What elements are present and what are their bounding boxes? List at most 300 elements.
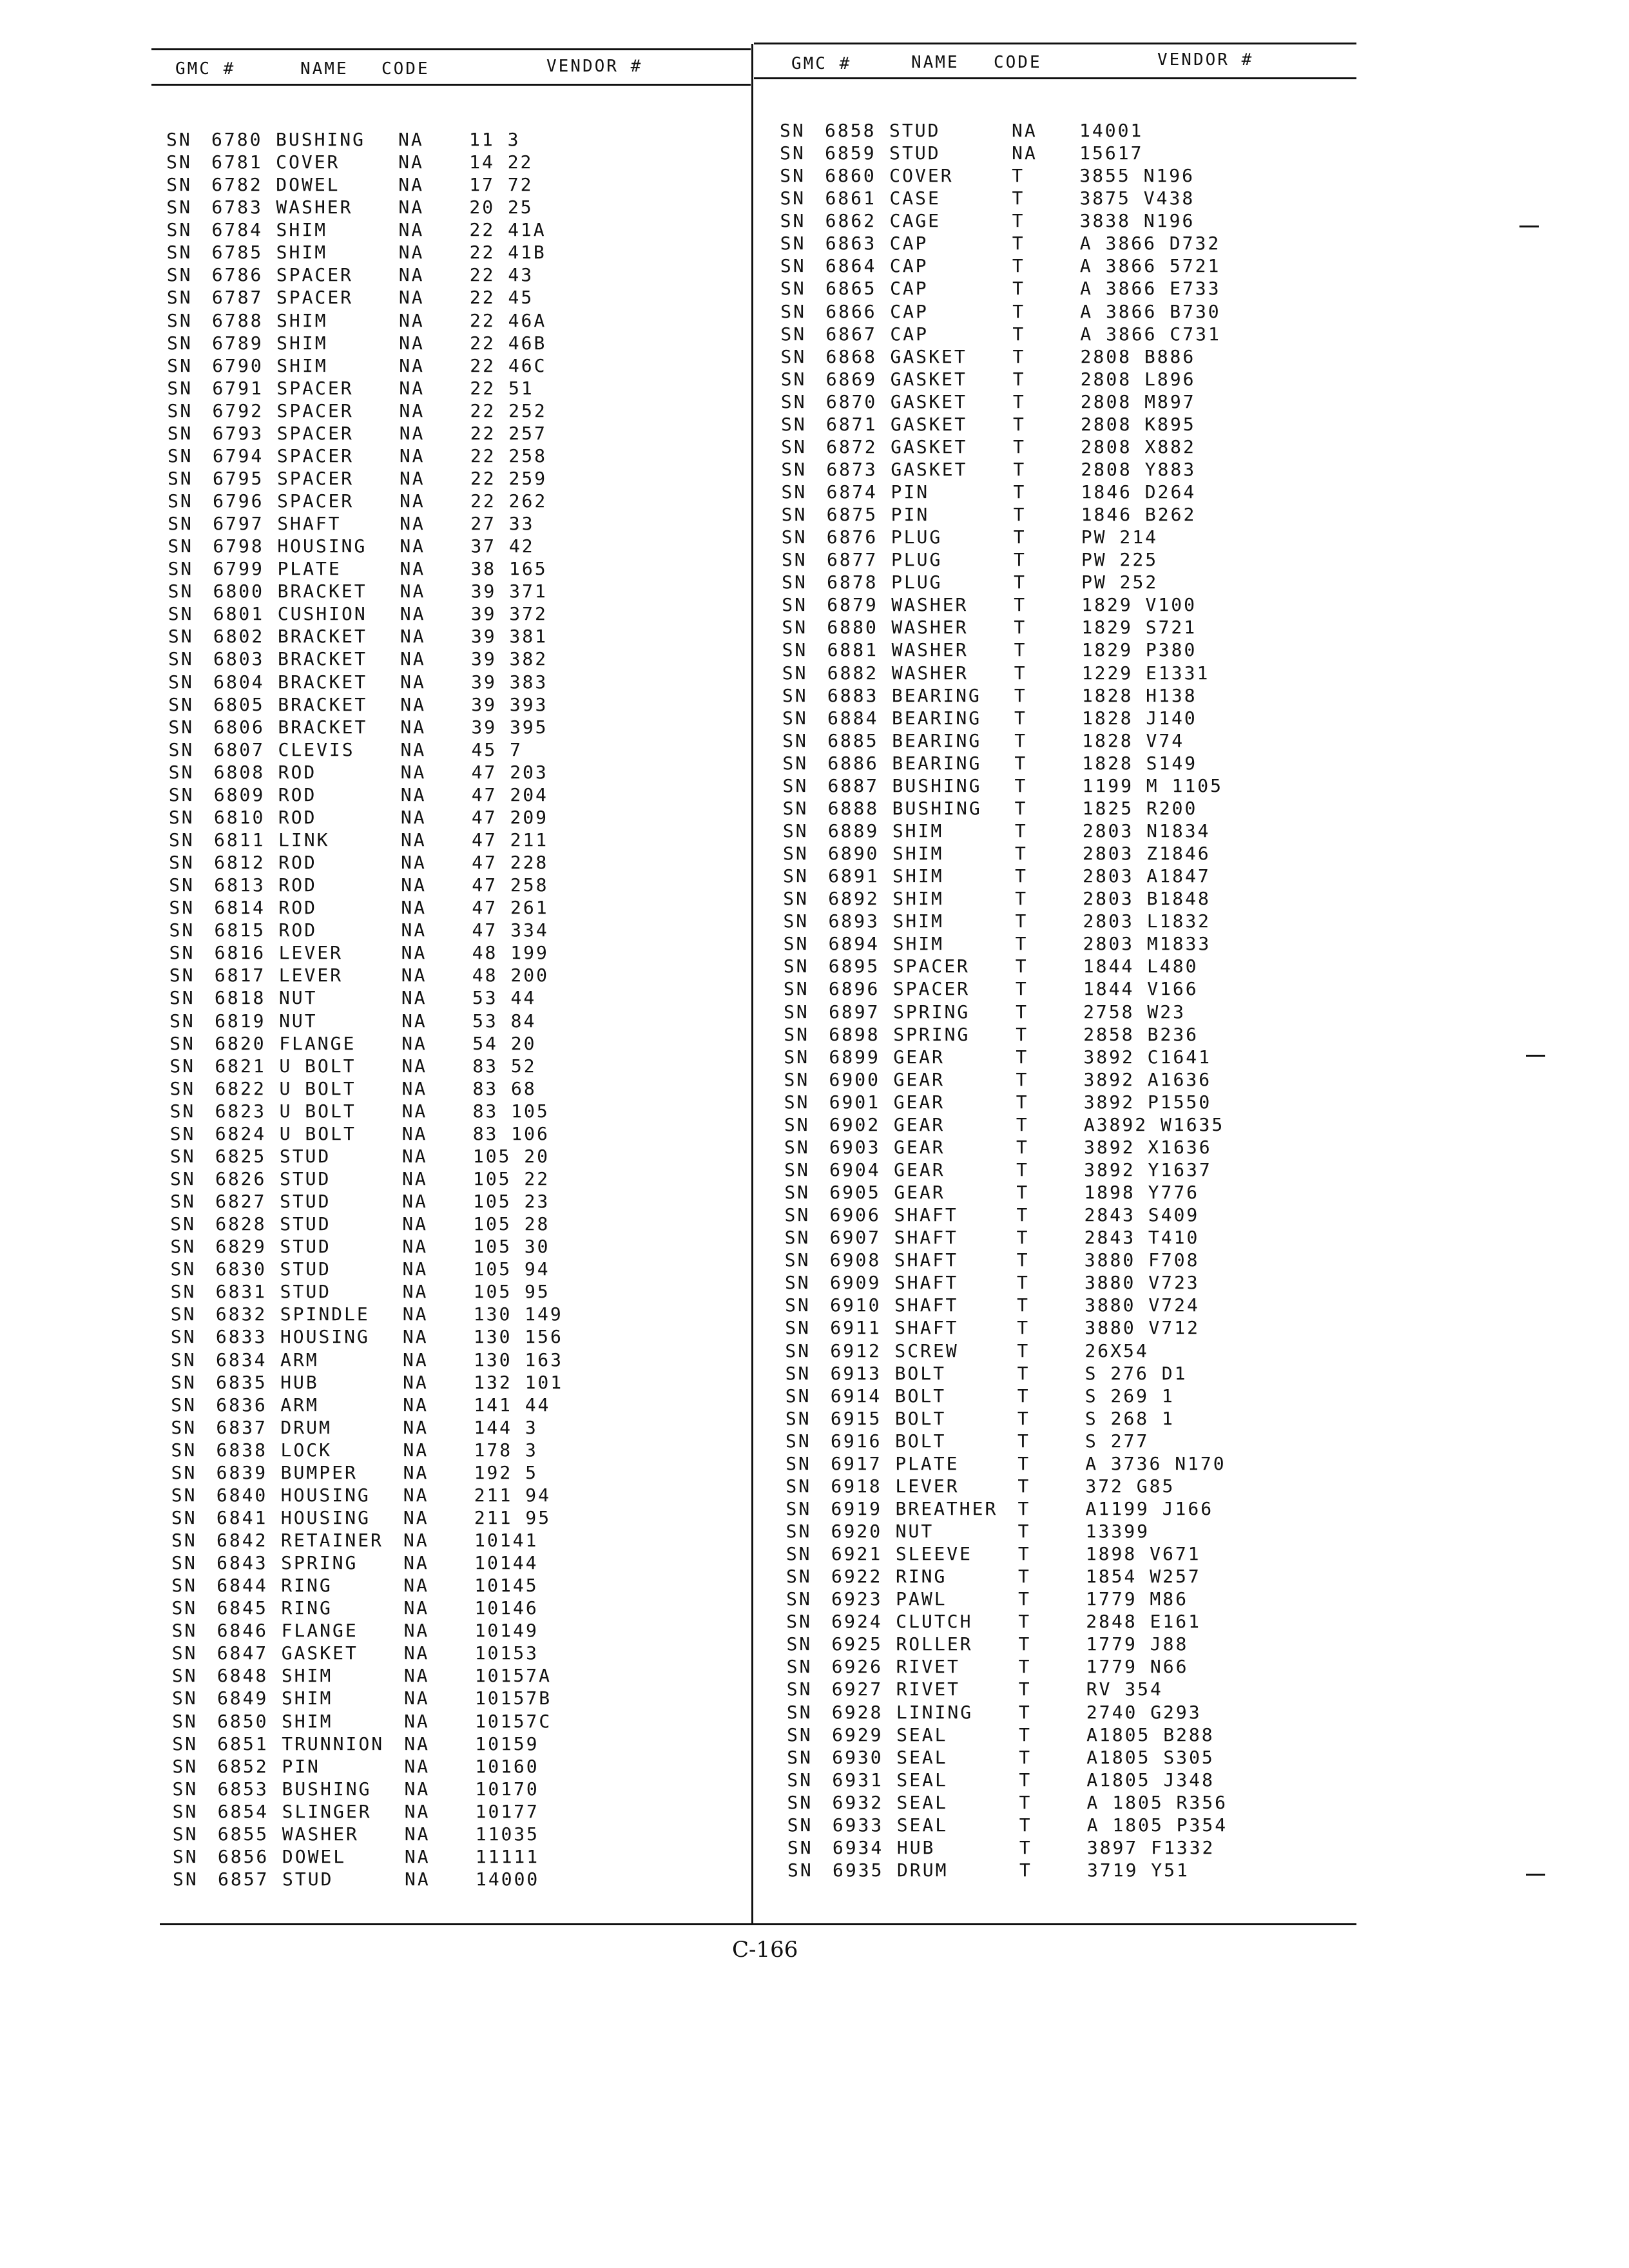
part-code: NA bbox=[401, 919, 427, 941]
part-name: HUB bbox=[896, 1836, 936, 1858]
part-name: GEAR bbox=[894, 1158, 945, 1180]
part-number: 6915 bbox=[830, 1407, 882, 1429]
part-code: T bbox=[1014, 639, 1027, 661]
part-prefix: SN bbox=[781, 504, 807, 526]
part-prefix: SN bbox=[787, 1836, 813, 1858]
header-name-right: NAME bbox=[911, 53, 959, 72]
part-name: GEAR bbox=[893, 1091, 945, 1113]
part-code: NA bbox=[400, 581, 426, 602]
part-code: T bbox=[1016, 1113, 1029, 1135]
part-code: T bbox=[1014, 662, 1027, 684]
part-code: NA bbox=[398, 129, 424, 150]
part-number: 6850 bbox=[217, 1710, 269, 1732]
part-number: 6878 bbox=[827, 572, 878, 593]
part-code: T bbox=[1019, 1860, 1032, 1881]
part-name: ARM bbox=[280, 1394, 319, 1416]
part-prefix: SN bbox=[171, 1687, 198, 1709]
vendor-number: 130 156 bbox=[473, 1326, 563, 1348]
part-number: 6844 bbox=[217, 1575, 268, 1597]
part-number: 6911 bbox=[830, 1317, 882, 1339]
part-name: ARM bbox=[280, 1349, 319, 1370]
vendor-number: 10141 bbox=[474, 1530, 539, 1552]
part-name: GASKET bbox=[891, 458, 968, 480]
part-number: 6788 bbox=[212, 309, 264, 331]
part-number: 6880 bbox=[827, 617, 878, 639]
part-code: T bbox=[1018, 1701, 1032, 1723]
part-prefix: SN bbox=[785, 1385, 811, 1407]
part-code: T bbox=[1018, 1656, 1032, 1678]
part-prefix: SN bbox=[785, 1362, 811, 1384]
part-name: SPACER bbox=[892, 956, 970, 977]
vendor-number: 2808 B886 bbox=[1080, 345, 1196, 367]
vendor-number: 11 3 bbox=[469, 129, 521, 150]
vendor-number: 1844 V166 bbox=[1083, 978, 1199, 1000]
part-number: 6917 bbox=[831, 1452, 882, 1474]
part-code: NA bbox=[403, 1416, 429, 1438]
part-name: LINING bbox=[896, 1701, 974, 1723]
part-name: HOUSING bbox=[280, 1484, 371, 1506]
vendor-number: 22 46A bbox=[470, 309, 547, 331]
part-name: SHIM bbox=[892, 910, 944, 932]
part-number: 6931 bbox=[832, 1769, 883, 1791]
vendor-number: 192 5 bbox=[474, 1461, 538, 1483]
part-name: SHIM bbox=[276, 242, 328, 264]
part-code: T bbox=[1017, 1452, 1031, 1474]
vendor-number: 2803 N1834 bbox=[1082, 820, 1211, 841]
part-prefix: SN bbox=[787, 1814, 813, 1836]
part-code: T bbox=[1016, 1136, 1029, 1158]
part-prefix: SN bbox=[171, 1416, 197, 1438]
vendor-number: 17 72 bbox=[469, 174, 534, 196]
part-prefix: SN bbox=[170, 1236, 197, 1258]
part-code: T bbox=[1017, 1294, 1030, 1316]
part-prefix: SN bbox=[782, 662, 808, 684]
part-code: NA bbox=[401, 1100, 428, 1122]
part-prefix: SN bbox=[172, 1733, 198, 1754]
part-prefix: SN bbox=[784, 1249, 811, 1271]
part-name: SHAFT bbox=[894, 1249, 959, 1271]
part-number: 6928 bbox=[831, 1701, 883, 1723]
part-code: T bbox=[1016, 1227, 1030, 1249]
part-prefix: SN bbox=[172, 1800, 198, 1822]
part-code: T bbox=[1016, 1046, 1029, 1068]
part-name: BUSHING bbox=[892, 774, 982, 796]
part-number: 6791 bbox=[212, 377, 264, 399]
part-name: STUD bbox=[889, 142, 941, 164]
part-prefix: SN bbox=[784, 1068, 810, 1090]
part-prefix: SN bbox=[171, 1642, 198, 1664]
part-code: T bbox=[1012, 255, 1025, 277]
part-code: NA bbox=[403, 1620, 430, 1642]
part-prefix: SN bbox=[166, 151, 192, 173]
header-code-right: CODE bbox=[994, 53, 1042, 72]
part-name: GASKET bbox=[890, 345, 967, 367]
part-number: 6799 bbox=[213, 558, 264, 580]
part-name: DOWEL bbox=[276, 174, 340, 196]
part-code: NA bbox=[403, 1687, 430, 1709]
part-name: U BOLT bbox=[279, 1100, 356, 1122]
vendor-number: 10170 bbox=[475, 1778, 539, 1800]
part-number: 6818 bbox=[214, 987, 266, 1009]
part-code: NA bbox=[404, 1800, 430, 1822]
part-prefix: SN bbox=[171, 1394, 197, 1416]
part-name: SLEEVE bbox=[895, 1543, 972, 1565]
part-name: BRACKET bbox=[278, 716, 368, 738]
part-prefix: SN bbox=[780, 187, 806, 209]
part-number: 6835 bbox=[216, 1371, 267, 1393]
part-number: 6919 bbox=[831, 1497, 882, 1519]
part-code: NA bbox=[400, 783, 427, 805]
part-name: FLANGE bbox=[279, 1032, 356, 1054]
vendor-number: 2808 L896 bbox=[1080, 368, 1196, 390]
part-number: 6820 bbox=[215, 1032, 266, 1054]
part-number: 6837 bbox=[216, 1416, 267, 1438]
part-name: WASHER bbox=[891, 594, 969, 616]
part-number: 6796 bbox=[213, 490, 264, 512]
part-number: 6798 bbox=[213, 535, 264, 557]
part-prefix: SN bbox=[168, 671, 194, 693]
part-code: T bbox=[1013, 481, 1027, 503]
part-name: HUB bbox=[280, 1371, 319, 1393]
part-name: PAWL bbox=[896, 1588, 947, 1610]
part-code: NA bbox=[402, 1236, 429, 1258]
part-number: 6861 bbox=[825, 187, 876, 209]
part-prefix: SN bbox=[169, 919, 195, 941]
part-number: 6831 bbox=[215, 1281, 267, 1303]
part-prefix: SN bbox=[785, 1294, 811, 1316]
part-name: COVER bbox=[889, 165, 954, 187]
part-prefix: SN bbox=[783, 933, 809, 955]
vendor-number: A1805 S305 bbox=[1086, 1746, 1215, 1768]
part-name: PIN bbox=[282, 1755, 320, 1777]
part-code: NA bbox=[403, 1439, 429, 1461]
part-prefix: SN bbox=[172, 1778, 198, 1800]
part-code: NA bbox=[399, 467, 425, 489]
part-prefix: SN bbox=[786, 1475, 812, 1497]
part-code: T bbox=[1016, 1023, 1029, 1045]
part-name: WASHER bbox=[891, 639, 969, 661]
part-prefix: SN bbox=[172, 1823, 198, 1845]
part-number: 6929 bbox=[832, 1724, 883, 1745]
part-name: SHIM bbox=[892, 865, 944, 887]
part-prefix: SN bbox=[169, 1145, 196, 1167]
part-prefix: SN bbox=[782, 797, 809, 819]
part-number: 6908 bbox=[829, 1249, 882, 1271]
part-code: T bbox=[1018, 1678, 1032, 1700]
part-number: 6935 bbox=[833, 1860, 884, 1881]
part-name: SPRING bbox=[281, 1552, 358, 1574]
vendor-number: 47 203 bbox=[471, 761, 548, 783]
part-number: 6912 bbox=[830, 1340, 882, 1361]
part-prefix: SN bbox=[173, 1869, 198, 1890]
vendor-number: 2843 T410 bbox=[1084, 1227, 1200, 1249]
part-code: NA bbox=[399, 332, 425, 354]
part-code: NA bbox=[401, 852, 427, 874]
part-name: BEARING bbox=[891, 684, 981, 706]
vendor-number: A1805 J348 bbox=[1086, 1769, 1215, 1791]
part-number: 6860 bbox=[825, 165, 876, 187]
part-number: 6807 bbox=[213, 738, 265, 760]
part-prefix: SN bbox=[786, 1430, 811, 1452]
vendor-number: 2808 K895 bbox=[1081, 413, 1196, 435]
part-name: CAP bbox=[889, 233, 929, 255]
part-code: NA bbox=[404, 1845, 430, 1867]
part-prefix: SN bbox=[169, 965, 195, 986]
part-prefix: SN bbox=[166, 129, 192, 150]
part-name: WASHER bbox=[276, 197, 353, 218]
vendor-number: S 268 1 bbox=[1084, 1407, 1175, 1429]
part-number: 6897 bbox=[829, 1001, 880, 1023]
part-name: SHAFT bbox=[894, 1227, 958, 1249]
part-name: BOLT bbox=[894, 1385, 947, 1407]
part-number: 6795 bbox=[212, 467, 264, 489]
part-code: NA bbox=[404, 1733, 430, 1754]
part-prefix: SN bbox=[783, 865, 809, 887]
part-code: T bbox=[1018, 1611, 1032, 1633]
part-prefix: SN bbox=[782, 572, 807, 593]
part-number: 6927 bbox=[831, 1678, 883, 1700]
part-prefix: SN bbox=[782, 774, 809, 796]
part-name: RING bbox=[281, 1575, 333, 1597]
vendor-number: 10159 bbox=[475, 1733, 539, 1754]
part-number: 6851 bbox=[217, 1733, 269, 1754]
part-name: BUSHING bbox=[892, 797, 982, 819]
part-name: SEAL bbox=[896, 1746, 948, 1768]
part-code: NA bbox=[403, 1665, 430, 1687]
part-code: NA bbox=[400, 648, 426, 670]
part-name: LEVER bbox=[895, 1475, 959, 1497]
vendor-number: 2758 W23 bbox=[1083, 1001, 1186, 1023]
part-code: T bbox=[1019, 1836, 1032, 1858]
vendor-number: 37 42 bbox=[470, 535, 535, 557]
vendor-number: 1829 P380 bbox=[1081, 639, 1197, 661]
part-number: 6781 bbox=[211, 151, 263, 173]
part-code: T bbox=[1018, 1588, 1031, 1610]
part-code: T bbox=[1013, 458, 1027, 480]
part-code: T bbox=[1016, 1204, 1030, 1226]
part-prefix: SN bbox=[166, 287, 193, 309]
part-number: 6893 bbox=[828, 910, 880, 932]
header-gmc-left: GMC # bbox=[175, 59, 236, 79]
part-name: BUSHING bbox=[276, 129, 366, 150]
part-number: 6804 bbox=[213, 671, 265, 693]
part-number: 6854 bbox=[217, 1800, 269, 1822]
part-prefix: SN bbox=[780, 278, 806, 300]
part-number: 6863 bbox=[825, 233, 877, 255]
part-code: T bbox=[1014, 752, 1028, 774]
vendor-number: A 3866 C731 bbox=[1080, 323, 1221, 345]
part-number: 6825 bbox=[215, 1145, 267, 1167]
part-code: NA bbox=[400, 490, 425, 512]
part-prefix: SN bbox=[166, 219, 193, 241]
part-number: 6797 bbox=[213, 513, 264, 535]
page-number: C-166 bbox=[732, 1937, 798, 1963]
part-name: CAP bbox=[890, 300, 929, 322]
part-number: 6877 bbox=[826, 549, 878, 571]
part-name: RETAINER bbox=[281, 1530, 383, 1552]
part-name: FLANGE bbox=[281, 1620, 358, 1642]
part-number: 6882 bbox=[827, 662, 879, 684]
vendor-number: 105 23 bbox=[473, 1191, 550, 1213]
part-number: 6834 bbox=[216, 1349, 267, 1370]
part-name: DRUM bbox=[280, 1416, 332, 1438]
part-prefix: SN bbox=[785, 1317, 811, 1339]
vendor-number: A1199 J166 bbox=[1085, 1497, 1214, 1519]
part-code: T bbox=[1018, 1633, 1032, 1655]
vendor-number: 11035 bbox=[475, 1823, 540, 1845]
vendor-number: 144 3 bbox=[474, 1416, 538, 1438]
part-code: NA bbox=[1012, 120, 1037, 141]
vendor-number: 3855 N196 bbox=[1079, 165, 1195, 187]
header-name-left: NAME bbox=[300, 59, 349, 79]
part-name: SHAFT bbox=[894, 1294, 959, 1316]
part-name: SHIM bbox=[892, 933, 945, 955]
part-code: NA bbox=[398, 219, 425, 241]
part-name: ROD bbox=[278, 783, 317, 805]
part-prefix: SN bbox=[168, 738, 195, 760]
part-name: RING bbox=[281, 1597, 333, 1619]
part-name: U BOLT bbox=[279, 1055, 356, 1077]
part-name: PLUG bbox=[891, 572, 943, 593]
vendor-number: 27 33 bbox=[470, 513, 535, 535]
part-name: BRACKET bbox=[277, 626, 367, 648]
vendor-number: 22 259 bbox=[470, 467, 548, 489]
vendor-number: 22 41A bbox=[469, 219, 546, 241]
part-prefix: SN bbox=[171, 1575, 198, 1597]
part-prefix: SN bbox=[168, 783, 195, 805]
part-code: T bbox=[1017, 1566, 1031, 1588]
part-name: SPRING bbox=[893, 1001, 970, 1023]
part-code: T bbox=[1016, 1091, 1029, 1113]
part-code: T bbox=[1013, 436, 1027, 457]
part-name: DRUM bbox=[897, 1860, 949, 1881]
part-code: NA bbox=[401, 1032, 427, 1054]
vendor-number: 1844 L480 bbox=[1083, 956, 1199, 977]
vendor-number: 1854 W257 bbox=[1085, 1566, 1201, 1588]
part-prefix: SN bbox=[786, 1588, 812, 1610]
vendor-number: 3838 N196 bbox=[1079, 210, 1195, 232]
part-code: NA bbox=[403, 1552, 429, 1574]
part-number: 6812 bbox=[214, 852, 265, 874]
part-name: U BOLT bbox=[279, 1077, 356, 1099]
vendor-number: PW 214 bbox=[1081, 526, 1158, 548]
vendor-number: 11111 bbox=[475, 1845, 540, 1867]
part-name: CAGE bbox=[889, 210, 941, 232]
vendor-number: 3875 V438 bbox=[1079, 187, 1195, 209]
vendor-number: 10160 bbox=[475, 1755, 539, 1777]
part-prefix: SN bbox=[171, 1506, 197, 1528]
vendor-number: 26X54 bbox=[1084, 1340, 1149, 1361]
part-name: ROD bbox=[278, 806, 317, 828]
vendor-number: PW 252 bbox=[1081, 572, 1159, 593]
vendor-number: 2808 Y883 bbox=[1081, 458, 1197, 480]
part-code: T bbox=[1014, 774, 1028, 796]
part-prefix: SN bbox=[780, 323, 807, 345]
part-number: 6884 bbox=[827, 707, 879, 729]
part-code: NA bbox=[403, 1349, 429, 1370]
part-number: 6852 bbox=[217, 1755, 269, 1777]
vendor-number: 105 20 bbox=[472, 1145, 550, 1167]
vendor-number: 1828 H138 bbox=[1081, 684, 1197, 706]
part-prefix: SN bbox=[784, 1272, 811, 1294]
part-prefix: SN bbox=[780, 368, 807, 390]
part-name: PLUG bbox=[891, 549, 943, 571]
part-code: T bbox=[1017, 1362, 1030, 1384]
part-code: NA bbox=[402, 1191, 428, 1213]
part-number: 6784 bbox=[211, 219, 263, 241]
part-prefix: SN bbox=[168, 581, 194, 602]
part-name: BOLT bbox=[894, 1362, 946, 1384]
part-code: NA bbox=[401, 965, 427, 986]
part-prefix: SN bbox=[783, 888, 809, 910]
vendor-number: 22 51 bbox=[470, 377, 534, 399]
part-name: SPRING bbox=[893, 1023, 970, 1045]
part-name: BUMPER bbox=[280, 1461, 358, 1483]
part-name: SEAL bbox=[896, 1769, 948, 1791]
part-number: 6894 bbox=[828, 933, 880, 955]
part-code: T bbox=[1016, 1272, 1030, 1294]
vendor-number: 22 41B bbox=[469, 242, 546, 264]
part-name: ROLLER bbox=[896, 1633, 973, 1655]
part-code: NA bbox=[403, 1461, 429, 1483]
vendor-number: 3892 P1550 bbox=[1083, 1091, 1212, 1113]
part-number: 6885 bbox=[827, 729, 879, 751]
part-code: NA bbox=[404, 1755, 430, 1777]
part-number: 6859 bbox=[825, 142, 876, 164]
part-number: 6786 bbox=[211, 264, 264, 286]
part-prefix: SN bbox=[784, 1091, 810, 1113]
part-number: 6866 bbox=[825, 300, 877, 322]
part-prefix: SN bbox=[169, 1077, 196, 1099]
part-prefix: SN bbox=[168, 626, 194, 648]
part-number: 6814 bbox=[214, 897, 265, 919]
vendor-number: 2803 Z1846 bbox=[1082, 843, 1211, 865]
part-prefix: SN bbox=[782, 617, 808, 639]
part-code: T bbox=[1014, 684, 1027, 706]
part-name: BEARING bbox=[892, 752, 982, 774]
part-number: 6815 bbox=[214, 919, 265, 941]
vendor-number: 1199 M 1105 bbox=[1082, 774, 1223, 796]
part-name: WASHER bbox=[891, 617, 969, 639]
part-name: SHIM bbox=[276, 332, 328, 354]
vendor-number: 1846 D264 bbox=[1081, 481, 1197, 503]
part-prefix: SN bbox=[781, 436, 807, 457]
part-prefix: SN bbox=[167, 377, 193, 399]
part-prefix: SN bbox=[167, 445, 193, 466]
part-prefix: SN bbox=[169, 897, 195, 919]
part-prefix: SN bbox=[784, 1136, 810, 1158]
part-prefix: SN bbox=[786, 1566, 812, 1588]
part-prefix: SN bbox=[785, 1407, 811, 1429]
part-name: SPACER bbox=[277, 490, 354, 512]
part-number: 6789 bbox=[212, 332, 264, 354]
vendor-number: 105 95 bbox=[473, 1281, 550, 1303]
part-code: T bbox=[1017, 1521, 1031, 1542]
vendor-number: 47 228 bbox=[472, 852, 549, 874]
vendor-number: 2843 S409 bbox=[1084, 1204, 1200, 1226]
part-code: T bbox=[1019, 1769, 1032, 1791]
part-number: 6857 bbox=[218, 1869, 269, 1890]
part-name: SPACER bbox=[276, 399, 354, 421]
part-prefix: SN bbox=[166, 174, 192, 196]
vendor-number: A1805 B288 bbox=[1086, 1724, 1215, 1745]
part-prefix: SN bbox=[782, 752, 809, 774]
part-number: 6896 bbox=[828, 978, 880, 1000]
part-code: NA bbox=[402, 1281, 429, 1303]
vendor-number: 39 372 bbox=[470, 603, 548, 625]
part-number: 6869 bbox=[825, 368, 878, 390]
part-name: SHAFT bbox=[277, 513, 342, 535]
